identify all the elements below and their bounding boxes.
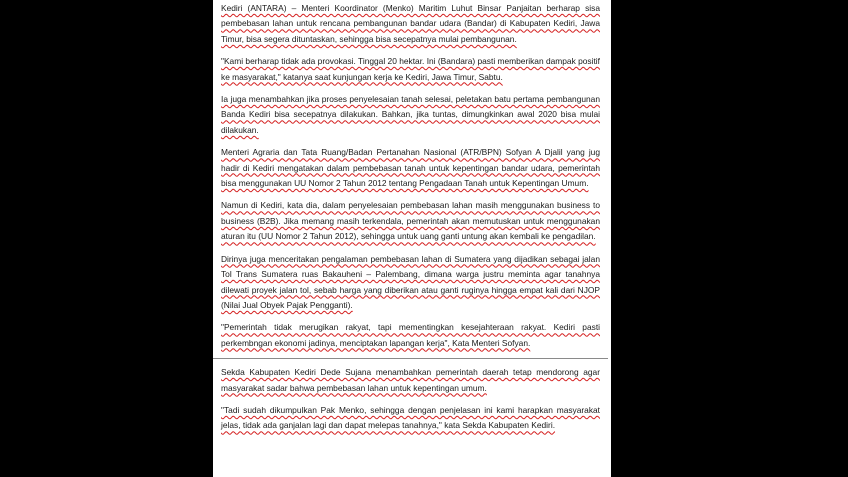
paragraph-sekda: Sekda Kabupaten Kediri Dede Sujana menambahkan pemerintah daerah tetap mendorong agar masyarakat sadar bahwa pembebasan lahan untuk kepentingan umum. xyxy=(221,367,600,393)
paragraph-quote-luhut: "Kami berharap tidak ada provokasi. Tinggal 20 hektar. Ini (Bandara) pasti memberikan dampak positif ke masyarakat," katanya saat kunjungan kerja ke Kediri, Jawa Timur, Sabtu. xyxy=(221,56,600,82)
paragraph-atr-bpn: Menteri Agraria dan Tata Ruang/Badan Pertanahan Nasional (ATR/BPN) Sofyan A Djalil yang jug hadir di Kediri mengatakan dalam pembebasan tanah untuk kepentingan bandar udara, pemerintah bisa menggunakan UU Nomor 2 Tahun 2012 tentang Pengadaan Tanah untuk Kepentingan Umum. xyxy=(221,147,600,189)
paragraph-b2b: Namun di Kediri, kata dia, dalam penyelesaian pembebasan lahan masih menggunakan business to business (B2B). Jika memang masih terkendala, pemerintah akan memutuskan untuk menggunakan aturan itu (UU Nomor 2 Tahun 2012), sehingga untuk uang ganti untung akan kembali ke pengadilan. xyxy=(221,200,600,242)
paragraph-sumatera: Dirinya juga menceritakan pengalaman pembebasan lahan di Sumatera yang dijadikan sebagai jalan Tol Trans Sumatera ruas Bakauheni – Palembang, dimana warga justru meminta agar tanahnya dilewati proyek jalan tol, sebab harga yang diberikan atau ganti ruginya hingga empat kali dari NJOP (Nilai Jual Obyek Pajak Pengganti). xyxy=(221,253,600,310)
document-page xyxy=(213,0,611,477)
paragraph-quote-sofyan: "Pemerintah tidak merugikan rakyat, tapi mementingkan kesejahteraan rakyat. Kediri pasti perkembngan ekonomi jadinya, menciptakan lapangan kerja", Kata Menteri Sofyan. xyxy=(221,322,600,348)
paragraph-quote-sekda: "Tadi sudah dikumpulkan Pak Menko, sehingga dengan penjelasan ini kami harapkan masyarakat jelas, tidak ada ganjalan lagi dan dapat melepas tanahnya," kata Sekda Kabupaten Kediri. xyxy=(221,404,600,431)
paragraph-groundbreaking: Ia juga menambahkan jika proses penyelesaian tanah selesai, peletakan batu pertama pembangunan Banda Kediri bisa secepatnya dilakukan. Bahkan, jika tuntas, dimungkinkan awal 2020 bisa mulai dilakukan. xyxy=(221,94,600,135)
document-body xyxy=(221,0,600,441)
paragraph-intro: Kediri (ANTARA) – Menteri Koordinator (Menko) Maritim Luhut Binsar Panjaitan berharap sisa pembebasan lahan untuk rencana pembangunan bandar udara (Bandar) di Kabupaten Kediri, Jawa Timur, bisa segera dituntaskan, sehingga bisa secepatnya mulai pembangunan. xyxy=(221,3,600,44)
page-divider xyxy=(213,358,608,359)
